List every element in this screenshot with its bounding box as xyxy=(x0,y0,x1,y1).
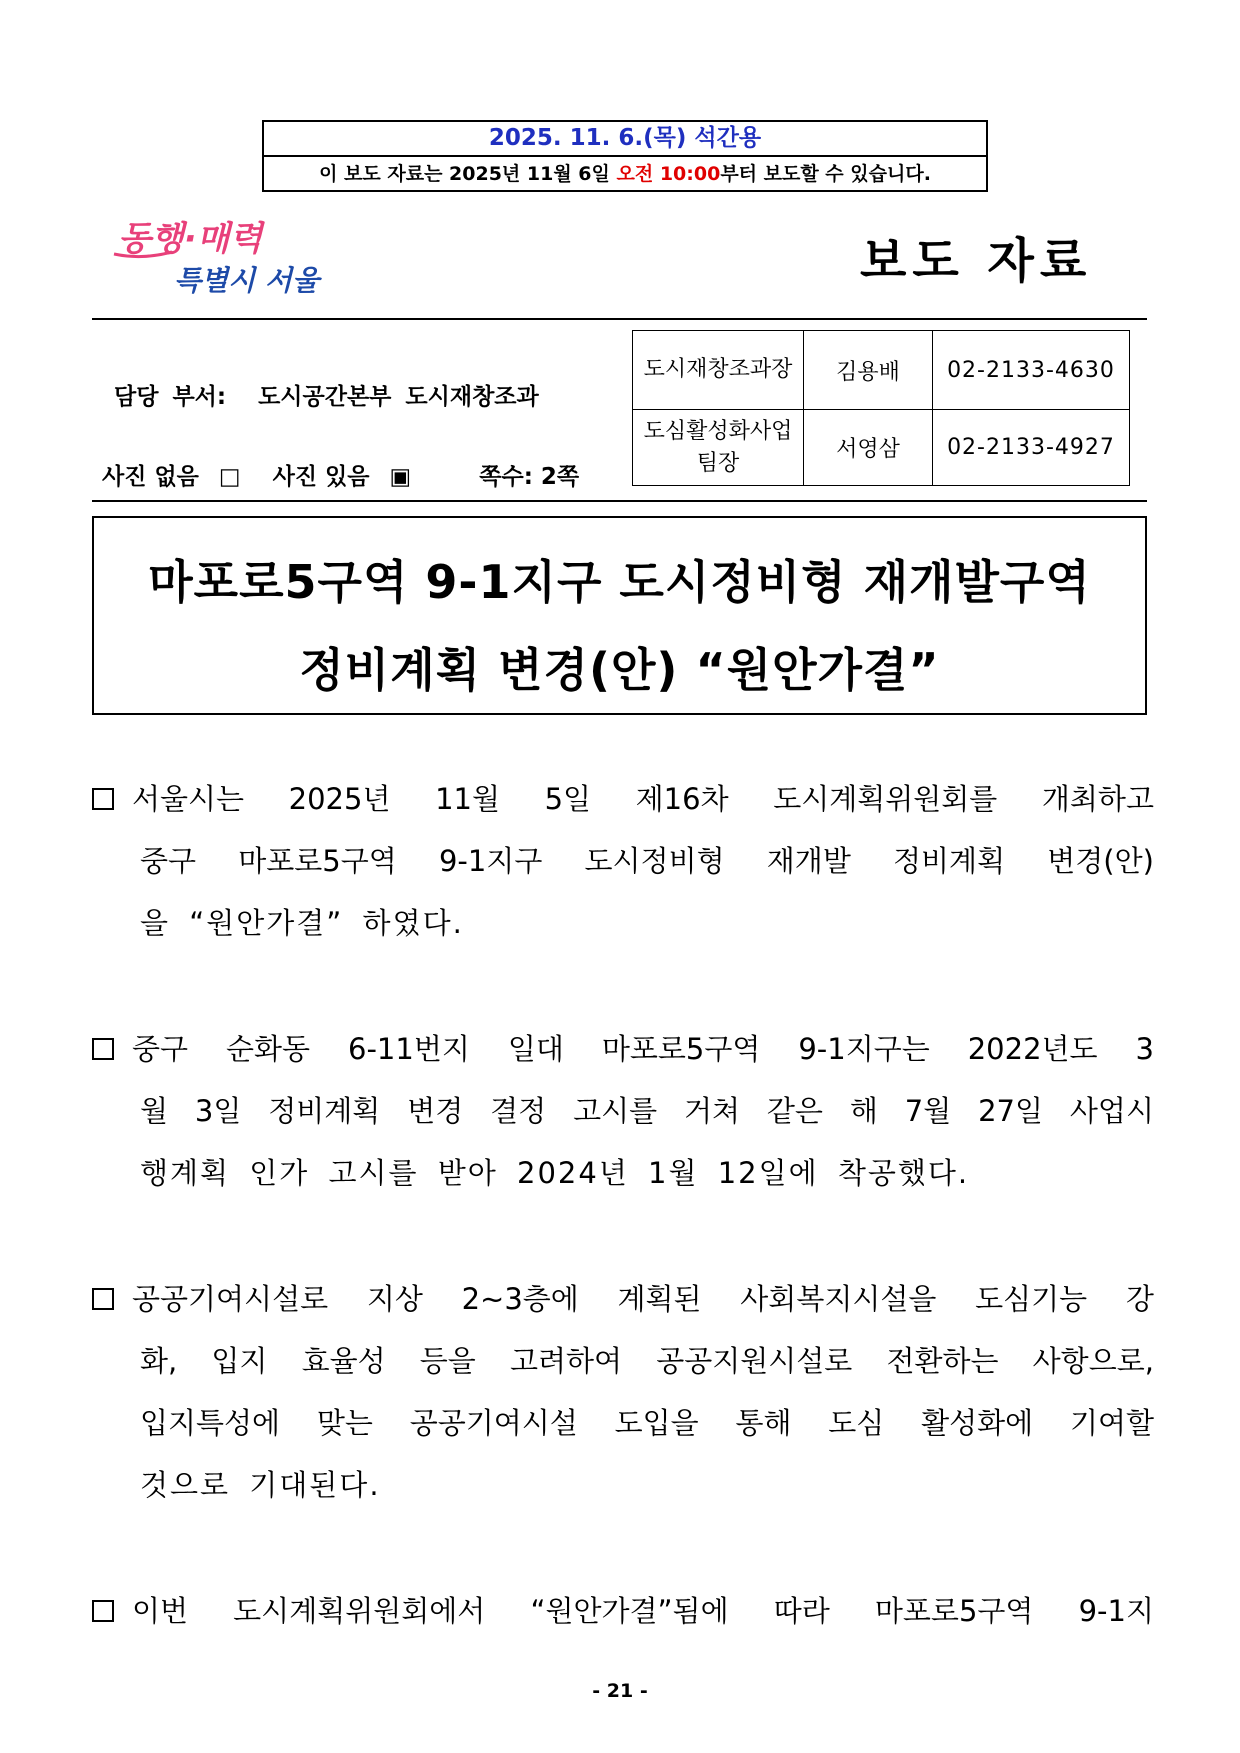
word: 도입을 xyxy=(614,1406,699,1440)
para1-line2 xyxy=(92,830,1154,892)
word: 거쳐 xyxy=(684,1094,741,1128)
word: 중구 xyxy=(132,1032,189,1066)
para2-line1 xyxy=(92,1018,1154,1080)
para1-line1 xyxy=(92,768,1154,830)
word: 결정 xyxy=(490,1094,547,1128)
word: 계획된 xyxy=(617,1282,702,1316)
paragraph-2 xyxy=(92,1018,1154,1204)
word: 등을 xyxy=(419,1344,476,1378)
word: 공공지원시설로 xyxy=(656,1344,853,1378)
logo-line2: 특별시 서울 xyxy=(174,264,319,297)
word: 사회복지시설을 xyxy=(740,1282,937,1316)
para3-line1 xyxy=(92,1268,1154,1330)
para3-line3 xyxy=(92,1392,1154,1454)
word: 마포로5구역 xyxy=(238,844,397,878)
word: 5일 xyxy=(544,782,592,816)
word: 2025년 xyxy=(288,782,391,816)
word: 마포로5구역 xyxy=(601,1032,761,1066)
word: 서울시는 xyxy=(132,782,245,816)
press-release-title: 보도 자료 xyxy=(860,233,1093,289)
word: 도시계획위원회에서 xyxy=(233,1594,486,1628)
word: 입지 xyxy=(211,1344,268,1378)
contact-name: 서영삼 xyxy=(804,410,933,486)
logo-line1: 동행·매력 xyxy=(118,219,263,259)
photo-info-line xyxy=(102,458,599,491)
word: 이번 xyxy=(132,1594,189,1628)
embargo-notice xyxy=(264,157,986,192)
word: 7월 xyxy=(904,1094,952,1128)
embargo-date: 2025. 11. 6.(목) 석간용 xyxy=(264,122,986,157)
contact-phone: 02-2133-4927 xyxy=(933,410,1130,486)
word: 따라 xyxy=(773,1594,830,1628)
word: 2∼3층에 xyxy=(461,1282,579,1316)
word: 도심 xyxy=(828,1406,885,1440)
word: 개최하고 xyxy=(1041,782,1154,816)
para3-line4: 것으로 기대된다. xyxy=(140,1468,381,1502)
word: 도심기능 xyxy=(975,1282,1088,1316)
word: 변경 xyxy=(407,1094,464,1128)
para4-line1 xyxy=(92,1580,1154,1642)
para2-line3: 행계획 인가 고시를 받아 2024년 1월 12일에 착공했다. xyxy=(140,1156,970,1190)
embargo-notice-post: 부터 보도할 수 있습니다. xyxy=(720,163,931,185)
word: 기여할 xyxy=(1069,1406,1154,1440)
word: 맞는 xyxy=(316,1406,373,1440)
word: 정비계획 xyxy=(268,1094,381,1128)
word: 11월 xyxy=(435,782,500,816)
word: 고려하여 xyxy=(509,1344,623,1378)
word: 통해 xyxy=(735,1406,792,1440)
word: 9-1지구 xyxy=(438,844,543,878)
para3-line2 xyxy=(92,1330,1154,1392)
bullet-box-icon xyxy=(92,1580,188,1642)
word: 9-1지구는 xyxy=(798,1032,930,1066)
contact-name: 김용배 xyxy=(804,331,933,410)
word: 일대 xyxy=(507,1032,564,1066)
contact-table xyxy=(632,330,1130,486)
paragraph-3 xyxy=(92,1268,1154,1516)
word: 9-1지 xyxy=(1078,1594,1154,1628)
paragraph-4 xyxy=(92,1580,1154,1642)
contact-position xyxy=(633,410,804,486)
embargo-box xyxy=(262,120,988,192)
word: 지상 xyxy=(366,1282,423,1316)
bullet-box-icon xyxy=(92,768,244,830)
word: 순화동 xyxy=(226,1032,311,1066)
word: 마포로5구역 xyxy=(874,1594,1034,1628)
contact-phone: 02-2133-4630 xyxy=(933,331,1130,410)
word: 화, xyxy=(140,1344,178,1378)
word: 27일 xyxy=(978,1094,1044,1128)
table-row xyxy=(633,410,1130,486)
contact-position: 도시재창조과장 xyxy=(633,331,804,410)
divider-bottom xyxy=(92,500,1147,502)
word: 제16차 xyxy=(635,782,729,816)
word: 입지특성에 xyxy=(140,1406,281,1440)
department-line xyxy=(114,378,539,411)
word: “원안가결”됨에 xyxy=(530,1594,729,1628)
para1-line3: 을 “원안가결” 하였다. xyxy=(140,906,464,940)
word: 사항으로, xyxy=(1032,1344,1154,1378)
department-value: 도시공간본부 도시재창조과 xyxy=(258,384,539,410)
bullet-box-icon xyxy=(92,1018,188,1080)
table-row xyxy=(633,331,1130,410)
department-label: 담당 부서: xyxy=(114,384,227,410)
divider-top xyxy=(92,318,1147,320)
word: 같은 xyxy=(766,1094,823,1128)
word: 도시계획위원회를 xyxy=(773,782,998,816)
no-photo-label: 사진 없음 xyxy=(102,464,199,490)
word: 사업시 xyxy=(1069,1094,1154,1128)
headline-box xyxy=(92,516,1147,715)
paragraph-1 xyxy=(92,768,1154,954)
word: 강 xyxy=(1125,1282,1154,1316)
para2-line2 xyxy=(92,1080,1154,1142)
word: 공공기여시설로 xyxy=(132,1282,329,1316)
word: 고시를 xyxy=(573,1094,658,1128)
contact-position-line2: 팀장 xyxy=(696,450,740,476)
word: 2022년도 xyxy=(967,1032,1098,1066)
no-photo-checkbox-icon: □ xyxy=(218,464,241,490)
word: 정비계획 xyxy=(893,844,1006,878)
embargo-notice-time: 오전 10:00 xyxy=(616,163,721,185)
word: 6-11번지 xyxy=(348,1032,470,1066)
bullet-box-icon xyxy=(92,1268,328,1330)
word: 전환하는 xyxy=(886,1344,999,1378)
headline-line1: 마포로5구역 9-1지구 도시정비형 재개발구역 xyxy=(148,555,1091,609)
headline-line2: 정비계획 변경(안) “원안가결” xyxy=(299,643,940,697)
word: 변경(안) xyxy=(1047,844,1154,878)
contact-position-line1: 도심활성화사업 xyxy=(643,418,793,444)
page-count: 쪽수: 2쪽 xyxy=(479,464,580,490)
word: 월 xyxy=(140,1094,169,1128)
seoul-slogan-logo xyxy=(112,210,332,300)
word: 중구 xyxy=(140,844,197,878)
page-number: - 21 - xyxy=(592,1680,648,1702)
has-photo-label: 사진 있음 xyxy=(272,464,370,490)
embargo-notice-pre: 이 보도 자료는 2025년 11월 6일 xyxy=(319,163,617,185)
word: 도시정비형 xyxy=(584,844,725,878)
word: 활성화에 xyxy=(921,1406,1034,1440)
word: 3일 xyxy=(194,1094,242,1128)
word: 해 xyxy=(849,1094,878,1128)
word: 효율성 xyxy=(301,1344,386,1378)
has-photo-checkbox-icon: ▣ xyxy=(389,464,412,490)
word: 재개발 xyxy=(766,844,851,878)
word: 3 xyxy=(1135,1032,1154,1066)
word: 공공기여시설 xyxy=(409,1406,578,1440)
